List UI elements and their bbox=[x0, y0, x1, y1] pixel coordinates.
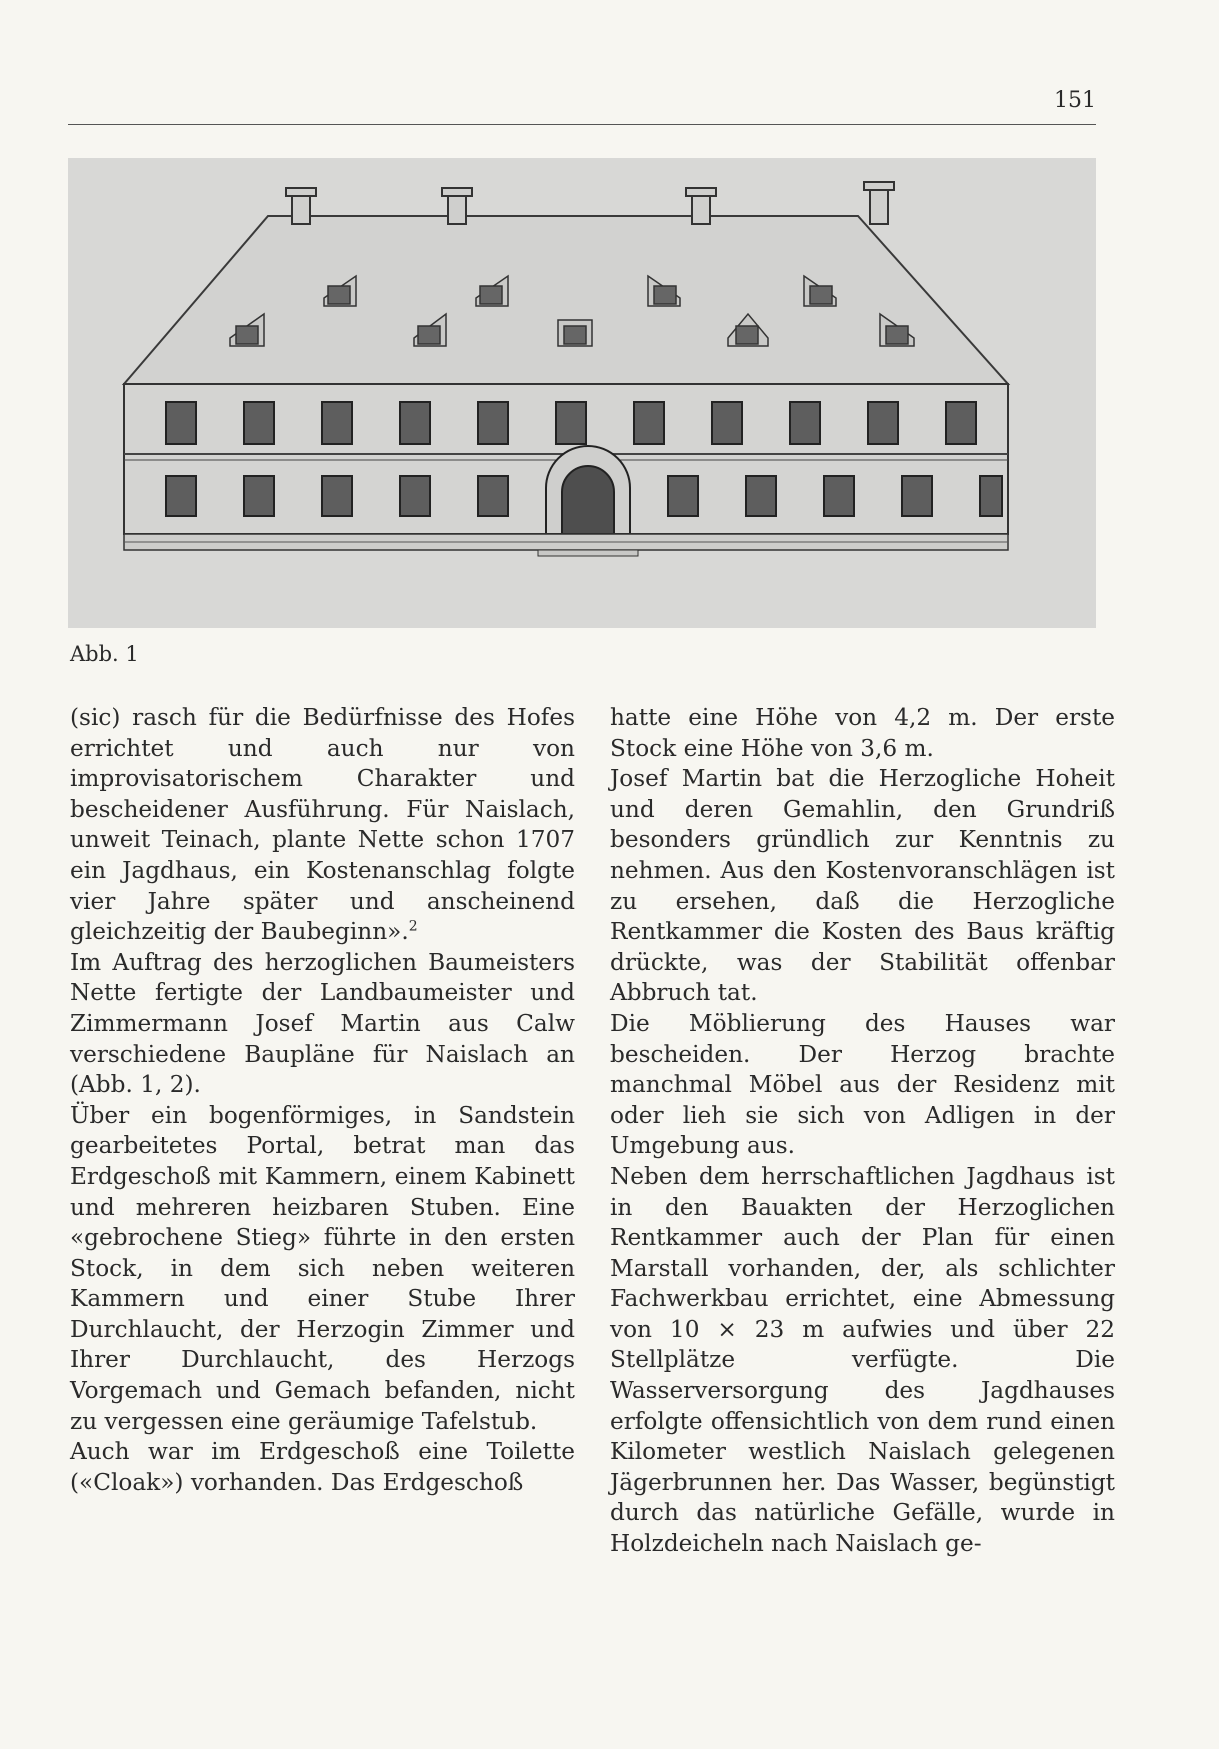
paragraph: hatte eine Höhe von 4,2 m. Der erste Stock eine Höhe von 3,6 m. bbox=[610, 704, 1115, 762]
page-number: 151 bbox=[1054, 88, 1096, 113]
paragraph: Über ein bogenförmiges, in Sandstein gearbeitetes Portal, betrat man das Erdgeschoß mit Kammern, einem Kabinett und mehreren heizbaren Stuben. Eine «gebrochene Stieg» führte in den ersten Stock, in dem sich neben weiteren Kammern und einer Stube Ihrer Durchlaucht, der Herzogin Zimmer und Ihrer Durchlaucht, des Herzogs Vorgemach und Gemach befanden, nicht zu vergessen eine geräumige Tafelstub. bbox=[70, 1101, 575, 1435]
building-illustration bbox=[68, 158, 1096, 628]
figure-building-drawing bbox=[68, 158, 1096, 628]
text-column-right bbox=[610, 703, 1115, 1560]
paragraph: Im Auftrag des herzoglichen Baumeisters Nette fertigte der Landbaumeister und Zimmermann Josef Martin aus Calw verschiedene Baupläne für Naislach an (Abb. 1, 2). bbox=[70, 948, 575, 1099]
text-column-left bbox=[70, 703, 575, 1498]
paragraph-text: (sic) rasch für die Bedürfnisse des Hofes errichtet und auch nur von improvisatorischem Charakter und bescheidener Ausführung. Für Naislach, unweit Teinach, plante Nette schon 1707 ein Jagdhaus, ein Kostenanschlag folgte vier Jahre später und anscheinend gleichzeitig der Baubeginn». bbox=[70, 704, 575, 946]
paragraph: Auch war im Erdgeschoß eine Toilette («Cloak») vorhanden. Das Erdgeschoß bbox=[70, 1438, 575, 1496]
header-rule bbox=[68, 124, 1096, 125]
paragraph bbox=[70, 703, 575, 948]
figure-caption: Abb. 1 bbox=[70, 642, 139, 666]
footnote-marker: 2 bbox=[408, 918, 418, 935]
paragraph: Die Möblierung des Hauses war bescheiden. Der Herzog brachte manchmal Möbel aus der Residenz mit oder lieh sie sich von Adligen in der Umgebung aus. bbox=[610, 1009, 1115, 1160]
paragraph: Neben dem herrschaftlichen Jagdhaus ist in den Bauakten der Herzoglichen Rentkammer auch der Plan für einen Marstall vorhanden, der, als schlichter Fachwerkbau errichtet, eine Abmessung von 10 × 23 m aufwies und über 22 Stellplätze verfügte. Die Wasserversorgung des Jagdhauses erfolgte offensichtlich von dem rund einen Kilometer westlich Naislach gelegenen Jägerbrunnen her. Das Wasser, begünstigt durch das natürliche Gefälle, wurde in Holzdeicheln nach Naislach ge- bbox=[610, 1162, 1115, 1558]
paragraph: Josef Martin bat die Herzogliche Hoheit und deren Gemahlin, den Grundriß besonders gründlich zur Kenntnis zu nehmen. Aus den Kostenvoranschlägen ist zu ersehen, daß die Herzogliche Rentkammer die Kosten des Baus kräftig drückte, was der Stabilität offenbar Abbruch tat. bbox=[610, 765, 1115, 1007]
